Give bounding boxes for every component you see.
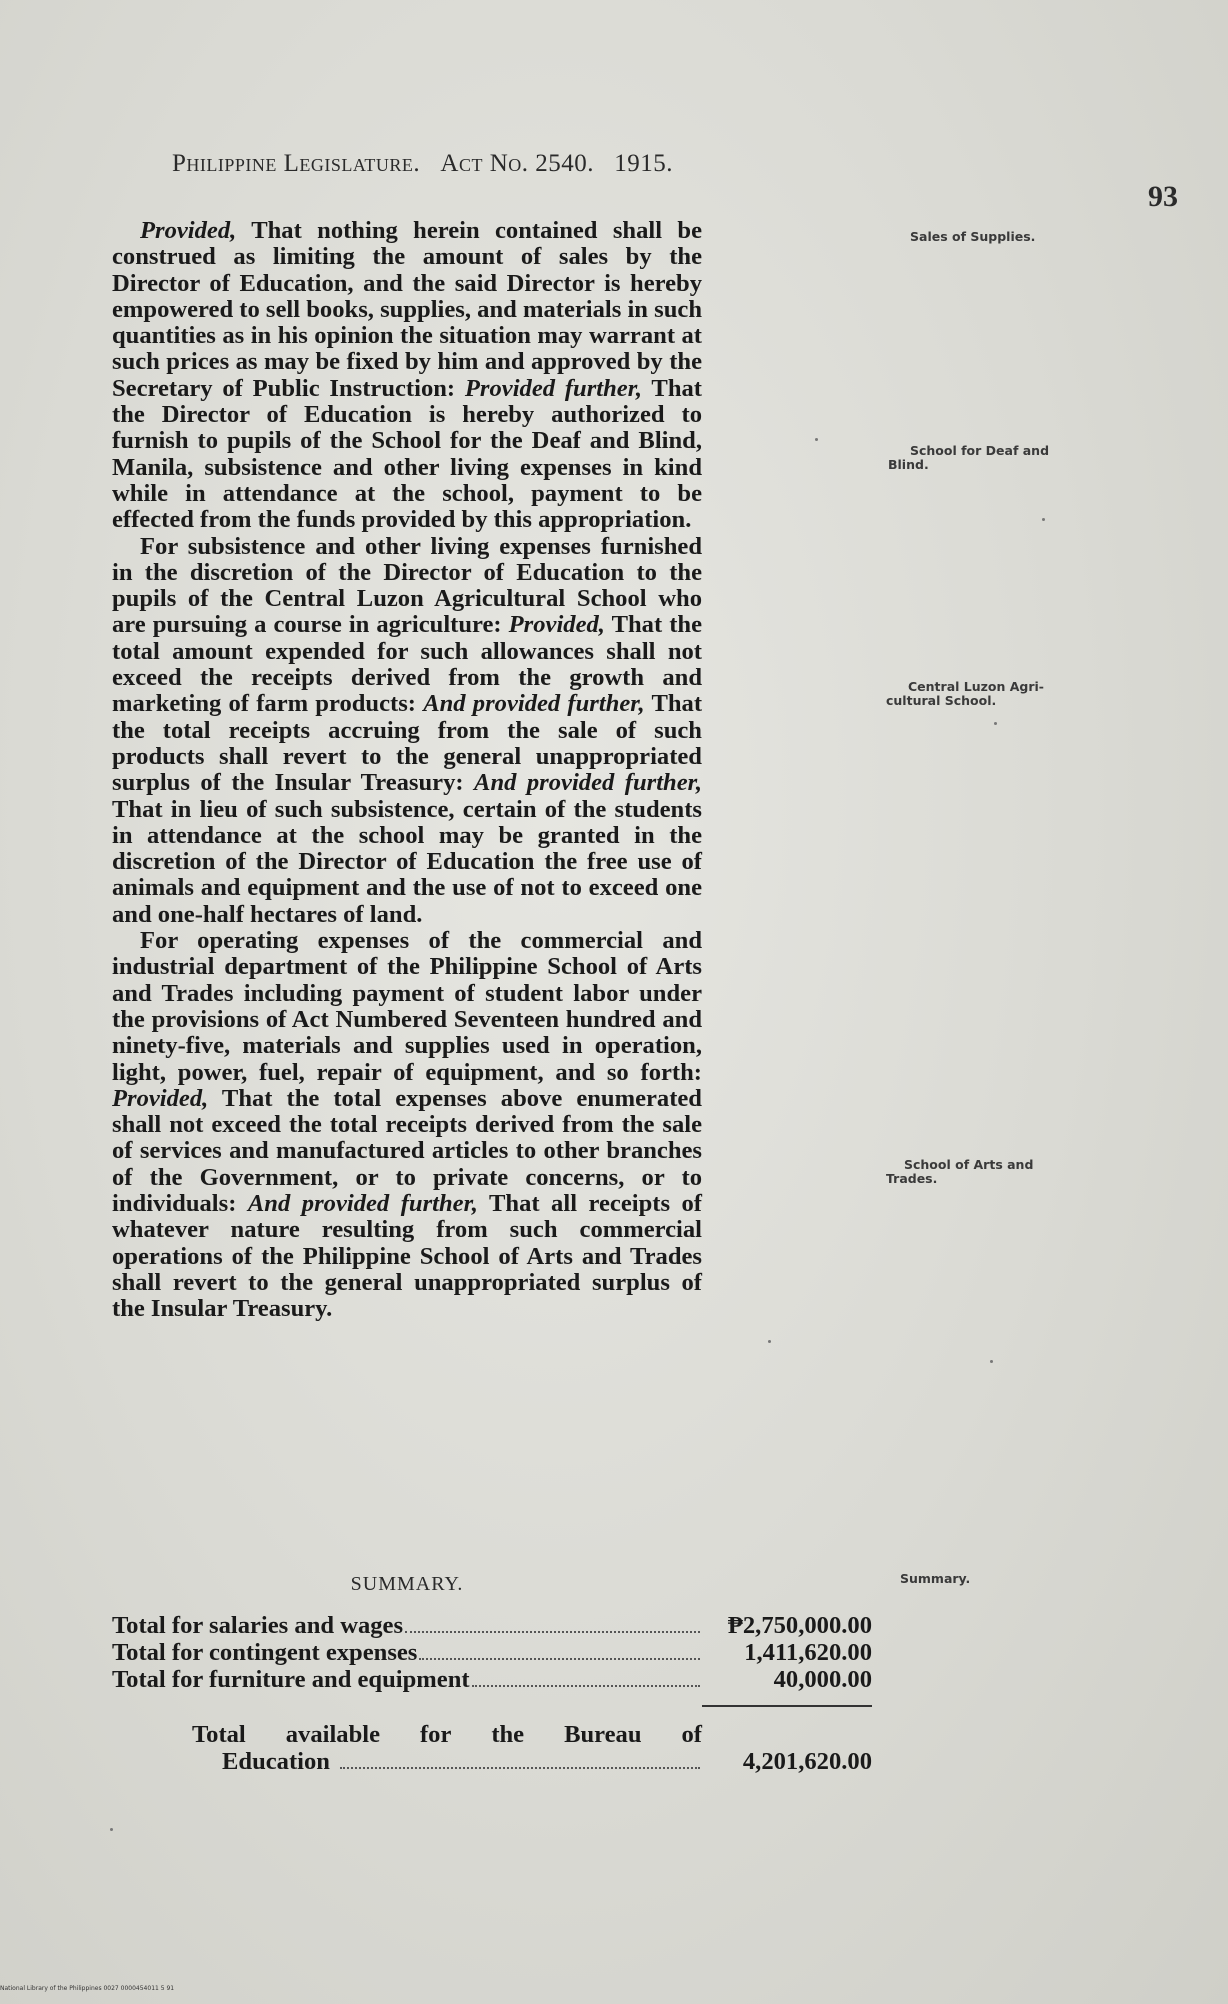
paragraph-text: That the total receipts accruing from the sale of such products shall revert to the general unappropriated surplus of the Insular Treasury:: [112, 690, 703, 797]
margin-note-summary: Summary.: [900, 1571, 971, 1586]
running-head: [172, 150, 832, 178]
body-paragraph: [112, 928, 702, 1322]
margin-note-arts-trades: School of Arts and Trades.: [886, 1157, 1034, 1186]
proviso-italic: And provided further,: [474, 769, 702, 797]
total-label-line1: Total available for the Bureau of: [192, 1721, 702, 1748]
summary-row-label: Total for furniture and equipment: [112, 1666, 470, 1693]
proviso-italic: And provided further,: [423, 690, 645, 718]
summary-total-amount: 4,201,620.00: [742, 1748, 872, 1775]
leader-dots: [419, 1658, 700, 1660]
summary-row: [112, 1639, 872, 1666]
total-rule: [702, 1705, 872, 1707]
page-number: 93: [1148, 180, 1178, 213]
proviso-italic: Provided,: [112, 1084, 209, 1112]
body-paragraph: [112, 534, 702, 928]
act-number: Act No. 2540.: [440, 150, 595, 177]
proviso-italic: Provided further,: [464, 374, 643, 402]
body-paragraph: [112, 218, 702, 534]
summary-row-amount: 40,000.00: [773, 1666, 872, 1693]
margin-note-central-luzon: Central Luzon Agri- cultural School.: [886, 679, 1044, 708]
summary-row-label: Total for contingent expenses: [112, 1639, 418, 1666]
paper-speck: [1042, 518, 1045, 521]
paragraph-text: That nothing herein contained shall be construed as limiting the amount of sales by the Director of Education, and the said Director is hereby empowered to sell books, supplies, and materials in such quantities as in his opinion the situation may warrant at such prices as may be fixed by him and approved by the Secretary of Public Instruction:: [112, 217, 702, 402]
paragraph-text: For subsistence and other living expenses furnished in the discretion of the Director of Education to the pupils of the Central Luzon Agricultural School who are pursuing a course in agriculture:: [112, 532, 702, 639]
summary-row: [112, 1612, 872, 1639]
paragraph-text: That all receipts of whatever nature resulting from such commercial operations of the Philippine School of Arts and Trades shall revert to the general unappropriated surplus of the Insular Treasury.: [112, 1189, 702, 1323]
scan-footer: National Library of the Philippines 0027 0000454011 5 91: [0, 1985, 175, 1992]
paragraph-text: That the total expenses above enumerated shall not exceed the total receipts derived from the sale of services and manufactured articles to other branches of the Government, or to private concerns, or to individuals:: [112, 1084, 702, 1217]
paper-speck: [815, 438, 818, 441]
summary-row-amount: ₱2,750,000.00: [727, 1612, 872, 1639]
paper-speck: [994, 722, 997, 725]
paragraph-text: That the Director of Education is hereby authorized to furnish to pupils of the School for the Deaf and Blind, Manila, subsistence and other living expenses in kind while in attendance at the school, payment to be effected from the funds provided by this appropriation.: [112, 374, 702, 534]
summary-row-amount: 1,411,620.00: [744, 1639, 872, 1666]
summary-row-label: Total for salaries and wages: [112, 1612, 404, 1639]
paragraph-text: That the total amount expended for such allowances shall not exceed the receipts derived from the growth and marketing of farm products:: [112, 611, 702, 718]
paragraph-text: That in lieu of such subsistence, certain of the students in attendance at the school may be granted in the discretion of the Director of Education the free use of animals and equipment and the use of not to exceed one and one-half hectares of land.: [112, 795, 702, 928]
body-text: [112, 218, 702, 1322]
proviso-italic: Provided,: [140, 217, 237, 244]
proviso-italic: And provided further,: [247, 1189, 478, 1217]
paragraph-text: For operating expenses of the commercial and industrial department of the Philippine School of Arts and Trades including payment of student labor under the provisions of Act Numbered Seventeen hundred and ninety-five, materials and supplies used in operation, light, power, fuel, repair of equipment, and so forth:: [112, 927, 702, 1086]
summary-heading: SUMMARY.: [350, 1573, 464, 1595]
summary-total: [112, 1721, 872, 1775]
summary-row: [112, 1666, 872, 1693]
paper-speck: [768, 1340, 771, 1343]
paper-speck: [110, 1828, 113, 1831]
margin-note-deaf-blind: School for Deaf and Blind.: [888, 443, 1050, 472]
summary-table: [112, 1612, 872, 1775]
leader-dots: [340, 1767, 700, 1769]
proviso-italic: Provided,: [508, 611, 605, 639]
leader-dots: [472, 1685, 700, 1687]
total-label-line2: Education: [192, 1748, 702, 1775]
leader-dots: [405, 1631, 700, 1633]
act-year: 1915.: [614, 150, 674, 177]
legislature-title: Philippine Legislature.: [172, 150, 421, 177]
margin-note-sales: Sales of Supplies.: [910, 229, 1036, 244]
paper-speck: [990, 1360, 993, 1363]
